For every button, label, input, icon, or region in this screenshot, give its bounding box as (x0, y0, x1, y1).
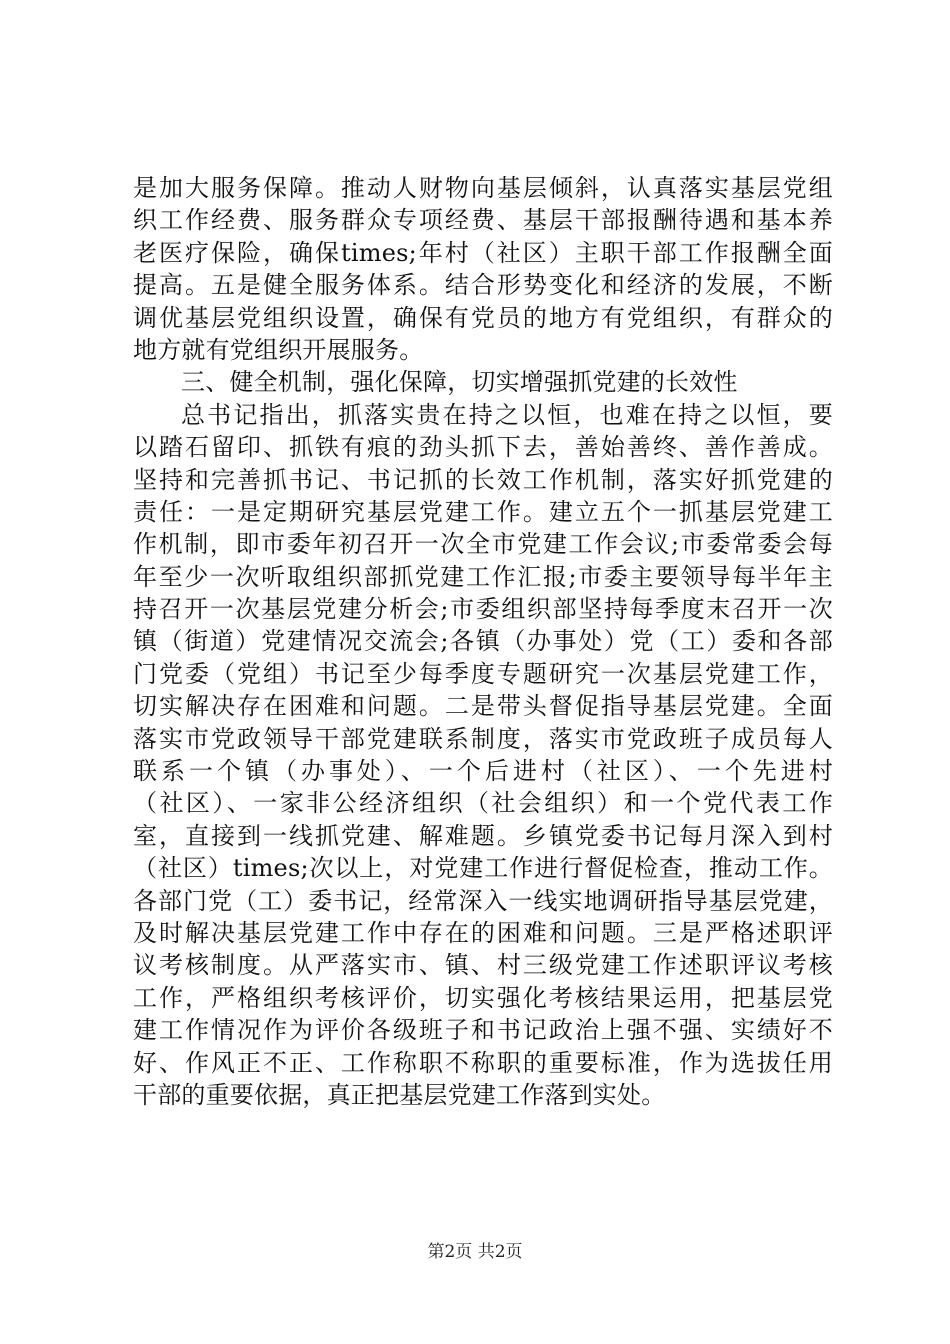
text-line: 工作，严格组织考核评价，切实强化考核结果运用，把基层党 (133, 983, 833, 1012)
section-heading: 三、健全机制，强化保障，切实增强抓党建的长效性 (181, 368, 738, 397)
text-line: 干部的重要依据，真正把基层党建工作落到实处。 (133, 1080, 666, 1109)
text-line: 责任：一是定期研究基层党建工作。建立五个一抓基层党建工 (133, 497, 833, 526)
text-line: 总书记指出，抓落实贵在持之以恒，也难在持之以恒，要 (181, 400, 833, 429)
page-number-label: 第2页 共2页 (427, 1242, 523, 1262)
text-line: 门党委（党组）书记至少每季度专题研究一次基层党建工作， (133, 659, 833, 688)
text-line: 老医疗保险，确保times;年村（社区）主职干部工作报酬全面 (133, 238, 833, 267)
page-footer (0, 1241, 950, 1263)
text-line: 坚持和完善抓书记、书记抓的长效工作机制，落实好抓党建的 (133, 465, 833, 494)
text-line: 持召开一次基层党建分析会;市委组织部坚持每季度末召开一次 (133, 595, 833, 624)
text-line: 织工作经费、服务群众专项经费、基层干部报酬待遇和基本养 (133, 206, 833, 235)
text-line: 镇（街道）党建情况交流会;各镇（办事处）党（工）委和各部 (133, 627, 833, 656)
text-line: （社区）times;次以上，对党建工作进行督促检查，推动工作。 (133, 854, 833, 883)
text-line: 建工作情况作为评价各级班子和书记政治上强不强、实绩好不 (133, 1016, 833, 1045)
text-line: 好、作风正不正、工作称职不称职的重要标准，作为选拔任用 (133, 1048, 833, 1077)
text-line: 作机制，即市委年初召开一次全市党建工作会议;市委常委会每 (133, 530, 833, 559)
document-body (133, 172, 833, 1111)
text-line: 年至少一次听取组织部抓党建工作汇报;市委主要领导每半年主 (133, 562, 833, 591)
text-line: 以踏石留印、抓铁有痕的劲头抓下去，善始善终、善作善成。 (133, 433, 833, 462)
text-line: 是加大服务保障。推动人财物向基层倾斜，认真落实基层党组 (133, 174, 833, 202)
text-line: 落实市党政领导干部党建联系制度，落实市党政班子成员每人 (133, 724, 833, 753)
text-line: （社区）、一家非公经济组织（社会组织）和一个党代表工作 (133, 789, 833, 818)
text-line: 调优基层党组织设置，确保有党员的地方有党组织，有群众的 (133, 303, 833, 332)
text-line: 提高。五是健全服务体系。结合形势变化和经济的发展，不断 (133, 271, 833, 300)
text-line: 议考核制度。从严落实市、镇、村三级党建工作述职评议考核 (133, 951, 833, 980)
text-line: 室，直接到一线抓党建、解难题。乡镇党委书记每月深入到村 (133, 821, 833, 850)
text-line: 各部门党（工）委书记，经常深入一线实地调研指导基层党建， (133, 886, 833, 915)
text-line: 切实解决存在困难和问题。二是带头督促指导基层党建。全面 (133, 692, 833, 721)
text-line: 联系一个镇（办事处）、一个后进村（社区）、一个先进村 (133, 757, 833, 786)
text-line: 地方就有党组织开展服务。 (133, 335, 424, 364)
text-line: 及时解决基层党建工作中存在的困难和问题。三是严格述职评 (133, 918, 833, 947)
